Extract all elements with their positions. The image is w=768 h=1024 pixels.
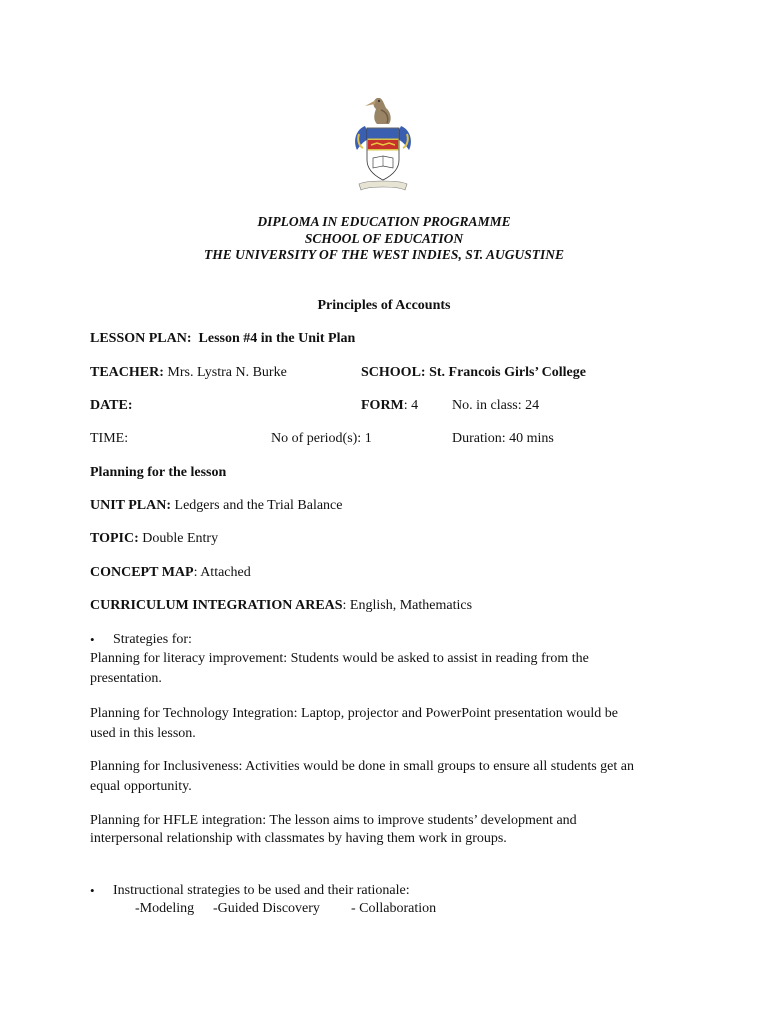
subject-title: Principles of Accounts [317, 298, 451, 313]
unit-plan-row [90, 497, 342, 514]
instructional-bullet-text: Instructional strategies to be used and their rationale: [113, 883, 410, 898]
unit-plan-label: UNIT PLAN: [90, 498, 172, 513]
form-label: FORM [361, 398, 404, 413]
inclusiveness-line-2: equal opportunity. [90, 779, 192, 794]
technology-line-2: used in this lesson. [90, 726, 196, 741]
date-row [90, 397, 133, 414]
university-crest-logo [347, 94, 419, 198]
strategies-bullet-text: Strategies for: [113, 632, 192, 647]
topic-label: TOPIC: [90, 531, 139, 546]
topic-value: Double Entry [142, 531, 219, 546]
literacy-line-2: presentation. [90, 671, 162, 686]
strategy-item: -Modeling [135, 901, 195, 916]
strategy-item: -Guided Discovery [213, 901, 320, 916]
school-value: St. Francois Girls’ College [429, 365, 586, 380]
technology-line-1: Planning for Technology Integration: Laptop, projector and PowerPoint presentation would be [90, 706, 618, 721]
class-size: No. in class: 24 [452, 398, 540, 413]
school-row [361, 364, 586, 381]
school-label: SCHOOL: [361, 365, 426, 380]
lesson-plan-label: LESSON PLAN: [90, 331, 192, 346]
time-label: TIME: [90, 431, 129, 446]
curriculum-label: CURRICULUM INTEGRATION AREAS [90, 598, 343, 613]
school-name: SCHOOL OF EDUCATION [304, 231, 464, 246]
literacy-line-1: Planning for literacy improvement: Students would be asked to assist in reading from the [90, 651, 589, 666]
planning-heading: Planning for the lesson [90, 465, 227, 480]
hfle-line-2: interpersonal relationship with classmates by having them work in groups. [90, 831, 507, 846]
lesson-plan-value: Lesson #4 in the Unit Plan [198, 331, 356, 346]
bullet-icon: • [90, 883, 95, 898]
teacher-label: TEACHER: [90, 365, 164, 380]
hfle-line-1: Planning for HFLE integration: The lesson aims to improve students’ development and [90, 813, 577, 828]
university-name: THE UNIVERSITY OF THE WEST INDIES, ST. AUGUSTINE [204, 247, 564, 262]
concept-map-row [90, 564, 251, 581]
curriculum-row [90, 597, 472, 614]
date-label: DATE: [90, 398, 133, 413]
form-row [361, 397, 418, 414]
programme-title: DIPLOMA IN EDUCATION PROGRAMME [257, 214, 511, 229]
bullet-icon: • [90, 632, 95, 647]
concept-map-value: : Attached [193, 565, 251, 580]
form-value: : 4 [403, 398, 419, 413]
lesson-plan-row [90, 330, 355, 347]
inclusiveness-line-1: Planning for Inclusiveness: Activities would be done in small groups to ensure all students get an [90, 759, 634, 774]
topic-row [90, 530, 218, 547]
concept-map-label: CONCEPT MAP [90, 565, 194, 580]
strategy-item: - Collaboration [351, 901, 437, 916]
curriculum-value: : English, Mathematics [342, 598, 473, 613]
periods: No of period(s): 1 [271, 431, 372, 446]
unit-plan-value: Ledgers and the Trial Balance [174, 498, 343, 513]
duration: Duration: 40 mins [452, 431, 554, 446]
teacher-value: Mrs. Lystra N. Burke [167, 365, 287, 380]
teacher-row [90, 364, 287, 381]
